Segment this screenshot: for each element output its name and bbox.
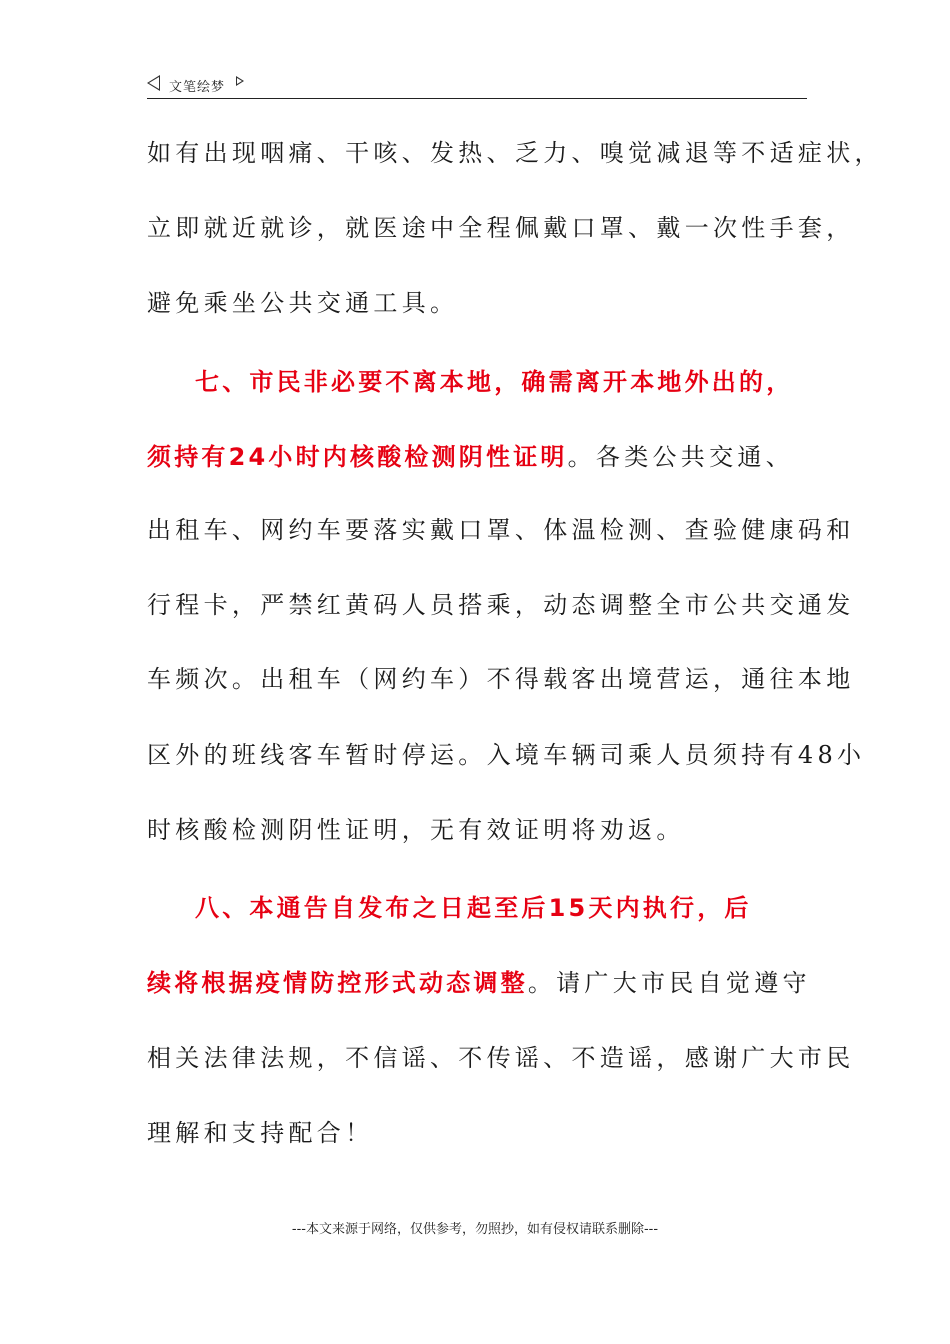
text-line [147,515,855,545]
page-footer: ---本文来源于网络，仅供参考，勿照抄，如有侵权请联系删除--- [291,1222,659,1237]
text-line [147,590,855,620]
text-line [147,740,865,770]
text-run: 区外的班线客车暂时停运。入境车辆司乘人员须持有48小 [147,741,866,769]
highlighted-text: 续将根据疫情防控形式动态调整 [147,969,528,997]
text-run: 时核酸检测阴性证明，无有效证明将劝返。 [147,816,685,844]
text-run: 相关法律法规，不信谣、不传谣、不造谣，感谢广大市民 [147,1044,855,1072]
triangle-right-icon [236,76,244,86]
text-line [147,1118,373,1148]
text-line [147,1043,855,1073]
text-run: 。各类公共交通、 [567,443,795,471]
text-line [147,968,811,998]
header-brand: 文笔绘梦 [169,80,226,95]
text-line [147,664,855,694]
text-run: 避免乘坐公共交通工具。 [147,289,459,317]
text-run: 行程卡，严禁红黄码人员搭乘，动态调整全市公共交通发 [147,591,855,619]
text-run: 理解和支持配合！ [147,1119,374,1147]
highlighted-text: 须持有24小时内核酸检测阴性证明 [147,443,568,471]
highlighted-text: 七、市民非必要不离本地，确需离开本地外出的， [195,368,794,396]
text-line [147,138,883,168]
text-line [195,367,793,397]
text-run: 出租车、网约车要落实戴口罩、体温检测、查验健康码和 [147,516,855,544]
text-line [195,893,752,923]
text-line [147,288,458,318]
text-line [147,213,855,243]
text-run: 车频次。出租车（网约车）不得载客出境营运，通往本地 [147,665,855,693]
text-line [147,442,794,472]
triangle-left-icon [147,75,160,91]
page-header [147,72,807,99]
text-run: 。请广大市民自觉遵守 [527,969,811,997]
highlighted-text: 八、本通告自发布之日起至后15天内执行，后 [195,894,752,922]
text-run: 如有出现咽痛、干咳、发热、乏力、嗅觉减退等不适症状， [147,139,883,167]
text-line [147,815,685,845]
text-run: 立即就近就诊，就医途中全程佩戴口罩、戴一次性手套， [147,214,855,242]
